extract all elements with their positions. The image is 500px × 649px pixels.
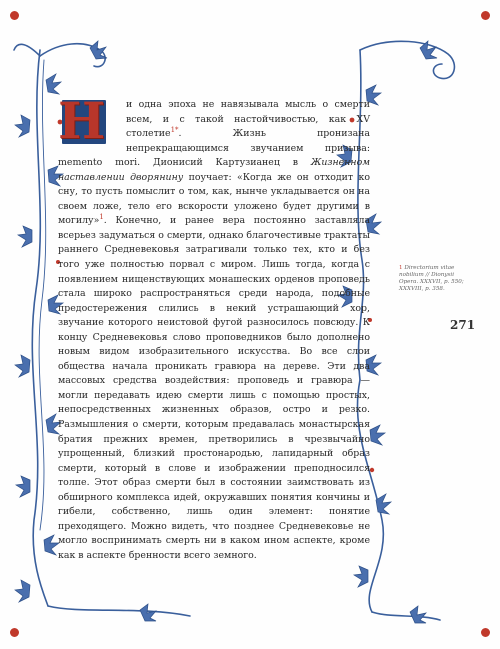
side-note-text: Directorium vitae nobilium // Dionysii Opera. XXXVII, p. 550; XXXVIII, p. 358. [399,265,464,292]
side-note-mark: 1 [399,265,403,271]
quote-text: поучает: «Когда же он отходит ко сну, то пусть помыслит о том, как, нынче укладывается он на своем ложе, тело его вскорости уложено будет другими в могилу» [58,171,371,227]
paragraph-part-2: . Жизнь пронизана непрекращающимся звучанием призыва: memento mori. Дионисий Картузианец в [58,128,370,169]
footnote-ref-2[interactable]: 1 [99,213,104,222]
side-note [399,265,467,293]
drop-cap [58,91,116,150]
footnote-ref-1[interactable]: 1* [170,125,179,134]
drop-cap-letter: Н [58,91,106,150]
paragraph-rest: . Конечно, и ранее вера постоянно заставляла всерьез задуматься о смерти, однако благочестивые трактаты раннего Средневековья затрагивали только тех, кто и без того уже полностью порвал с миром. Лишь тогда, когда с появлением нищенствующих монашеских орденов проповедь стала широко распространяться среди народа, подобные предостережения слились в некий устрашающий хор, звучание которого неистовой фугой разносилось повсюду. К концу Средневековья слово проповедников было дополнено новым видом изобразительного искусства. Во все слои общества начала проникать гравюра на дереве. Эти два массовых средства воздействия: проповедь и гравюра — могли передавать идею смерти лишь с помощью простых, непосредственных жизненных образов, остро и резко. Размышления о смерти, которым предавалась монастырская братия прежних времен, претворились в чрезвычайно упрощенный, близкий простонародью, лапидарный образ смерти, который в слове и изображении преподносился толпе. Этот образ смерти был в состоянии заимствовать из обширного комплекса идей, окружавших понятия кончины и гибели, собственно, лишь один элемент: понятие преходящего. Можно видеть, что позднее Средневековье не могло воспринимать смерть ни в каком ином аспекте, кроме как в аспекте бренности всего земного. [58,215,370,561]
book-title: Жизненном наставлении дворянину [58,157,370,183]
paragraph-opening: и одна эпоха не навязывала мысль о смерти всем, и с такой настойчивостью, как XV столетие [126,99,370,140]
page-number: 271 [450,318,476,332]
body-paragraph [58,91,371,564]
